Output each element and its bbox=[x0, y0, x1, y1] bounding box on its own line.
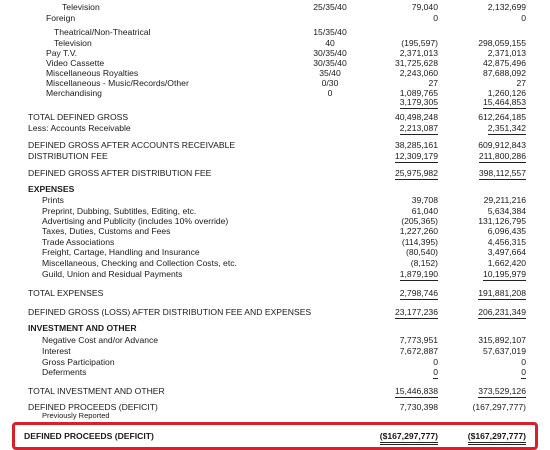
row-value-2: 87,688,092 bbox=[482, 68, 526, 78]
row-rate: 30/35/40 bbox=[313, 48, 347, 58]
row-value-2: 29,211,216 bbox=[483, 195, 526, 205]
row-value-2: 298,059,155 bbox=[478, 38, 526, 48]
row-value-2: 0 bbox=[521, 357, 526, 367]
row-label: Negative Cost and/or Advance bbox=[42, 335, 159, 345]
row-label: Television bbox=[54, 38, 92, 48]
row-value-2: 1,260,126 bbox=[487, 88, 526, 98]
row-value-1: 1,227,260 bbox=[399, 226, 438, 236]
row-label: Preprint, Dubbing, Subtitles, Editing, etc. bbox=[42, 206, 197, 216]
row-gross-loss bbox=[0, 306, 550, 318]
row-label: TOTAL EXPENSES bbox=[28, 288, 104, 298]
row-label: DEFINED PROCEEDS (DEFICIT) bbox=[28, 402, 158, 412]
row-value-1: 15,446,838 bbox=[394, 386, 438, 396]
row-value-1: 79,040 bbox=[411, 2, 438, 12]
row-value-1: 12,309,179 bbox=[394, 151, 438, 161]
row-value-2: 2,371,013 bbox=[487, 48, 526, 58]
row-value-1: (80,540) bbox=[405, 247, 438, 257]
row-value-2: 612,264,185 bbox=[478, 112, 526, 122]
row-value-1: 7,773,951 bbox=[399, 335, 438, 345]
row-value-2: 211,800,286 bbox=[478, 151, 526, 161]
row-value-1: 40,498,248 bbox=[394, 112, 438, 122]
row-label: Pay T.V. bbox=[46, 48, 78, 58]
row-label: Miscellaneous Royalties bbox=[46, 68, 139, 78]
row-value-2: 2,132,699 bbox=[487, 2, 526, 12]
row-value-2: 609,912,843 bbox=[478, 140, 526, 150]
row-rate: 40 bbox=[325, 38, 335, 48]
row-label: Previously Reported bbox=[42, 411, 110, 420]
row-rate: 25/35/40 bbox=[313, 2, 347, 12]
row-value-2: 10,195,979 bbox=[482, 269, 526, 279]
highlight-box bbox=[12, 422, 538, 450]
row-label: TOTAL DEFINED GROSS bbox=[28, 112, 129, 122]
row-value-2: 27 bbox=[516, 78, 526, 88]
row-value-2: 0 bbox=[521, 367, 526, 377]
row-value-1: (195,597) bbox=[401, 38, 438, 48]
row-rate: 0/30 bbox=[321, 78, 339, 88]
row-label: Merchandising bbox=[46, 88, 102, 98]
row-label: Miscellaneous - Music/Records/Other bbox=[46, 78, 189, 88]
row-value-1: (205,365) bbox=[401, 216, 438, 226]
row-label: Advertising and Publicity (includes 10% override) bbox=[42, 216, 229, 226]
row-accounts-receivable bbox=[0, 122, 550, 134]
row-total-expenses bbox=[0, 287, 550, 299]
row-value-2: 5,634,384 bbox=[487, 206, 526, 216]
row-previously-reported bbox=[0, 411, 550, 421]
row-value-1: 0 bbox=[433, 13, 438, 23]
row-value-1: 2,371,013 bbox=[399, 48, 438, 58]
row-rate: 15/35/40 bbox=[313, 27, 347, 37]
row-label: Guild, Union and Residual Payments bbox=[42, 269, 183, 279]
row-label: Prints bbox=[42, 195, 64, 205]
row-value-2: ($167,297,777) bbox=[468, 430, 526, 445]
row-value-2: 131,126,795 bbox=[478, 216, 526, 226]
row-value-2: 373,529,126 bbox=[478, 386, 526, 396]
row-value-1: 61,040 bbox=[411, 206, 438, 216]
row-value-1: 2,213,087 bbox=[399, 123, 438, 133]
row-label: Taxes, Duties, Customs and Fees bbox=[42, 226, 171, 236]
row-value-1: 1,089,765 bbox=[399, 88, 438, 98]
row-label: Foreign bbox=[46, 13, 76, 23]
row-value-1: 23,177,236 bbox=[394, 307, 438, 317]
row-rate: 0 bbox=[327, 88, 333, 98]
row-label: DEFINED GROSS (LOSS) AFTER DISTRIBUTION FEE AND EXPENSES bbox=[28, 307, 312, 317]
row-label: Television bbox=[62, 2, 100, 12]
row-value-1: 1,879,190 bbox=[399, 269, 438, 279]
row-label: Miscellaneous, Checking and Collection Costs, etc. bbox=[42, 258, 237, 268]
row-value-2: 315,892,107 bbox=[478, 335, 526, 345]
row-value-1: 7,730,398 bbox=[399, 402, 438, 412]
row-value-2: 42,875,496 bbox=[482, 58, 526, 68]
row-value-2: 398,112,557 bbox=[478, 168, 526, 178]
row-value-2: 2,351,342 bbox=[487, 123, 526, 133]
row-label: Gross Participation bbox=[42, 357, 115, 367]
row-distribution-fee bbox=[0, 150, 550, 162]
row-label: Theatrical/Non-Theatrical bbox=[54, 27, 151, 37]
section-title: EXPENSES bbox=[28, 184, 75, 194]
row-rate: 35/40 bbox=[319, 68, 341, 78]
row-label: Deferments bbox=[42, 367, 87, 377]
row-label: Trade Associations bbox=[42, 237, 115, 247]
row-total-investment bbox=[0, 385, 550, 397]
row-value-1: 2,798,746 bbox=[399, 288, 438, 298]
row-subtotal bbox=[0, 96, 550, 108]
row-value-1: 39,708 bbox=[411, 195, 438, 205]
row-value-2: 6,096,435 bbox=[487, 226, 526, 236]
row-value-2: 15,464,853 bbox=[482, 97, 526, 107]
row-label: DEFINED PROCEEDS (DEFICIT) bbox=[24, 431, 154, 441]
row-value-1: 31,725,628 bbox=[394, 58, 438, 68]
row-value-1: (114,395) bbox=[401, 237, 438, 247]
row-label: DEFINED GROSS AFTER DISTRIBUTION FEE bbox=[28, 168, 212, 178]
section-investment bbox=[0, 322, 550, 334]
row-after-distribution-fee bbox=[0, 167, 550, 179]
row-value-2: 206,231,349 bbox=[478, 307, 526, 317]
row-value-1: 38,285,161 bbox=[394, 140, 438, 150]
row-value-2: 1,662,420 bbox=[487, 258, 526, 268]
row-value-1: 0 bbox=[433, 357, 438, 367]
row-value-2: 4,456,315 bbox=[487, 237, 526, 247]
row-value-1: 0 bbox=[433, 367, 438, 377]
row-label: Less: Accounts Receivable bbox=[28, 123, 131, 133]
row-value-2: 191,881,208 bbox=[478, 288, 526, 298]
row-label: DEFINED GROSS AFTER ACCOUNTS RECEIVABLE bbox=[28, 140, 236, 150]
row-value-1: 27 bbox=[428, 78, 438, 88]
row-label: TOTAL INVESTMENT AND OTHER bbox=[28, 386, 165, 396]
row-label: DISTRIBUTION FEE bbox=[28, 151, 108, 161]
row-guild bbox=[0, 268, 550, 280]
row-value-1: 7,672,887 bbox=[399, 346, 438, 356]
row-rate: 30/35/40 bbox=[313, 58, 347, 68]
row-value-2: 57,637,019 bbox=[482, 346, 526, 356]
section-title: INVESTMENT AND OTHER bbox=[28, 323, 137, 333]
row-value-1: (8,152) bbox=[410, 258, 438, 268]
row-foreign bbox=[0, 12, 550, 24]
row-value-1: 25,975,982 bbox=[394, 168, 438, 178]
row-value-2: 0 bbox=[521, 13, 526, 23]
row-value-2: 3,497,664 bbox=[487, 247, 526, 257]
row-value-1: 2,243,060 bbox=[399, 68, 438, 78]
row-value-1: 3,179,305 bbox=[399, 97, 438, 107]
row-deferments bbox=[0, 366, 550, 378]
row-label: Freight, Cartage, Handling and Insurance bbox=[42, 247, 200, 257]
row-label: Interest bbox=[42, 346, 71, 356]
row-label: Video Cassette bbox=[46, 58, 105, 68]
row-value-2: (167,297,777) bbox=[472, 402, 526, 412]
row-value-1: ($167,297,777) bbox=[380, 430, 438, 445]
